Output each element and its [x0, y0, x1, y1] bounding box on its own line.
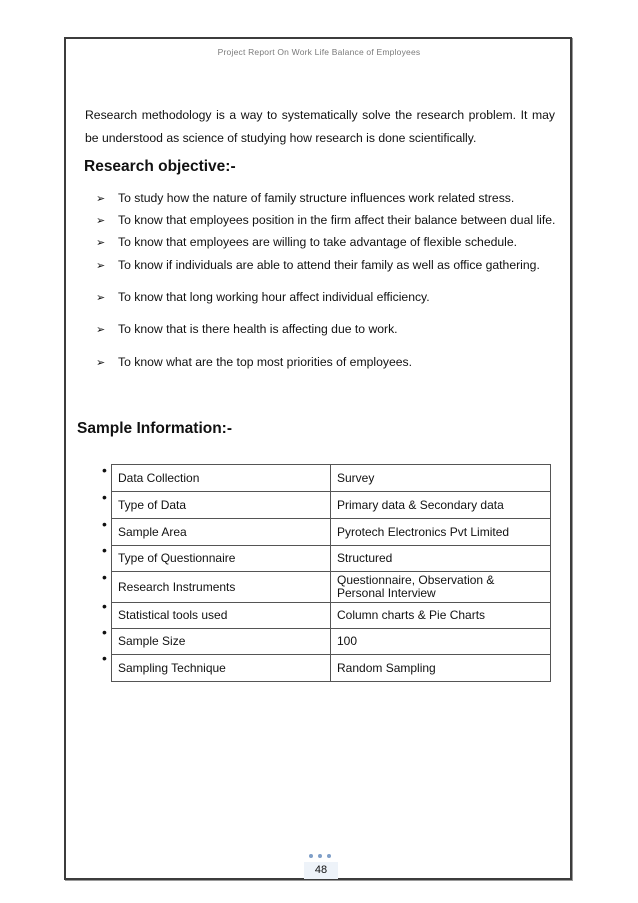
page-number: 48	[304, 862, 338, 879]
table-cell-label: Sample Size	[112, 629, 331, 655]
bullet-dot-icon: •	[102, 650, 107, 666]
objective-text: To study how the nature of family structure influences work related stress.	[118, 191, 515, 205]
arrow-bullet-icon: ➢	[96, 259, 106, 272]
objective-item	[96, 290, 430, 304]
table-cell-value: Structured	[331, 546, 551, 572]
table-row	[112, 629, 551, 655]
intro-paragraph: Research methodology is a way to systematically solve the research problem. It may be understood as science of studying how research is done scientifically.	[85, 108, 555, 145]
page-number-dots-icon	[309, 854, 331, 858]
objective-item	[96, 258, 540, 272]
arrow-bullet-icon: ➢	[96, 236, 106, 249]
table-cell-label: Type of Questionnaire	[112, 546, 331, 572]
objective-item	[96, 213, 555, 227]
arrow-bullet-icon: ➢	[96, 356, 106, 369]
objective-item	[96, 322, 398, 336]
table-cell-label: Data Collection	[112, 465, 331, 492]
table-row	[112, 465, 551, 492]
bullet-dot-icon: •	[102, 489, 107, 505]
sample-information-table	[111, 464, 551, 682]
table-cell-value: Column charts & Pie Charts	[331, 603, 551, 629]
bullet-dot-icon: •	[102, 624, 107, 640]
arrow-bullet-icon: ➢	[96, 192, 106, 205]
objective-text: To know that employees are willing to take advantage of flexible schedule.	[118, 235, 518, 249]
running-header: Project Report On Work Life Balance of Employees	[217, 47, 421, 57]
table-row	[112, 492, 551, 519]
bullet-dot-icon: •	[102, 462, 107, 478]
table-row	[112, 546, 551, 572]
objective-text: To know if individuals are able to attend their family as well as office gathering.	[118, 258, 540, 272]
table-cell-value: Survey	[331, 465, 551, 492]
arrow-bullet-icon: ➢	[96, 323, 106, 336]
objective-item	[96, 191, 514, 205]
table-cell-value: Pyrotech Electronics Pvt Limited	[331, 519, 551, 546]
table-cell-value: Questionnaire, Observation & Personal Interview	[331, 572, 551, 603]
table-cell-label: Statistical tools used	[112, 603, 331, 629]
table-cell-value: Primary data & Secondary data	[331, 492, 551, 519]
bullet-dot-icon: •	[102, 569, 107, 585]
research-objective-heading: Research objective:-	[84, 158, 236, 175]
objective-text: To know that is there health is affecting due to work.	[118, 322, 398, 336]
table-cell-label: Type of Data	[112, 492, 331, 519]
objective-text: To know what are the top most priorities of employees.	[118, 355, 412, 369]
table-cell-value: 100	[331, 629, 551, 655]
bullet-dot-icon: •	[102, 516, 107, 532]
table-cell-value: Random Sampling	[331, 655, 551, 682]
bullet-dot-icon: •	[102, 542, 107, 558]
objective-text: To know that employees position in the firm affect their balance between dual life.	[118, 213, 556, 227]
sample-information-heading: Sample Information:-	[77, 420, 233, 437]
objective-item	[96, 355, 412, 369]
table-row	[112, 603, 551, 629]
objective-item	[96, 235, 517, 249]
table-row	[112, 519, 551, 546]
table-row	[112, 572, 551, 603]
table-cell-label: Sampling Technique	[112, 655, 331, 682]
table-cell-label: Research Instruments	[112, 572, 331, 603]
bullet-dot-icon: •	[102, 598, 107, 614]
table-row	[112, 655, 551, 682]
objective-text: To know that long working hour affect individual efficiency.	[118, 290, 430, 304]
arrow-bullet-icon: ➢	[96, 291, 106, 304]
table-cell-label: Sample Area	[112, 519, 331, 546]
arrow-bullet-icon: ➢	[96, 214, 106, 227]
